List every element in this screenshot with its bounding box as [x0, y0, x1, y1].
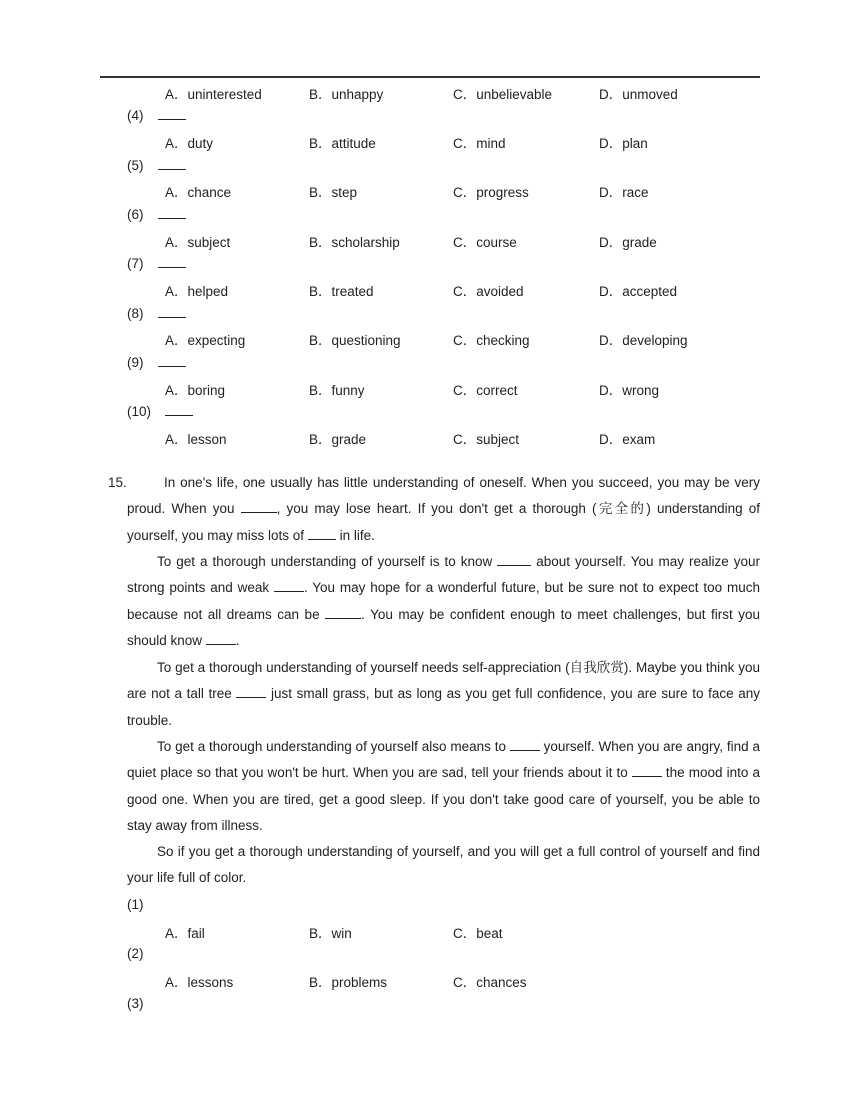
- answer-blank[interactable]: [158, 255, 186, 268]
- option-b[interactable]: B．unhappy: [309, 87, 384, 102]
- option-c[interactable]: C．correct: [453, 383, 518, 398]
- answer-blank[interactable]: [158, 107, 186, 120]
- answer-blank[interactable]: [158, 354, 186, 367]
- option-a[interactable]: A．duty: [165, 136, 214, 151]
- passage-paragraph-5: So if you get a thorough understanding of yourself, and you will get a full control of yourself and find your life full of color.: [127, 844, 760, 886]
- option-a[interactable]: A．helped: [165, 284, 229, 299]
- option-row-5: [0, 181, 860, 199]
- passage-paragraph-2: To get a thorough understanding of yourself is to know about yourself. You may realize your strong points and weak . You may hope for a wonderful future, but be sure not to expect too much because not all dreams can be . You may be confident enough to meet challenges, but first you should know .: [127, 554, 760, 648]
- option-a[interactable]: A．uninterested: [165, 87, 262, 102]
- answer-blank[interactable]: [274, 579, 304, 592]
- option-d[interactable]: D．plan: [599, 136, 648, 151]
- question-number-5: (5): [127, 157, 186, 173]
- option-c[interactable]: C．mind: [453, 136, 506, 151]
- question-15-item-2: (2): [127, 946, 144, 961]
- question-number-6: (6): [127, 206, 186, 222]
- option-d[interactable]: D．exam: [599, 432, 656, 447]
- passage-paragraph-1: In one's life, one usually has little understanding of oneself. When you succeed, you may be very proud. When you , you may lose heart. If you don't get a thorough (完全的) understanding of yourself, you may miss lots of in life.: [127, 475, 760, 543]
- option-b[interactable]: B．funny: [309, 383, 365, 398]
- question-number-9: (9): [127, 354, 186, 370]
- option-b[interactable]: B．problems: [309, 975, 388, 990]
- option-a[interactable]: A．lessons: [165, 975, 234, 990]
- option-row-8: [0, 329, 860, 347]
- question-15-number: 15.: [108, 475, 127, 490]
- answer-blank[interactable]: [236, 685, 266, 698]
- option-a[interactable]: A．subject: [165, 235, 231, 250]
- option-row-7: [0, 280, 860, 298]
- question-15-item-3: (3): [127, 996, 144, 1011]
- option-d[interactable]: D．grade: [599, 235, 657, 250]
- option-b[interactable]: B．questioning: [309, 333, 401, 348]
- answer-blank[interactable]: [510, 738, 540, 751]
- option-a[interactable]: A．chance: [165, 185, 232, 200]
- question-number-8: (8): [127, 305, 186, 321]
- option-row-9: [0, 379, 860, 397]
- option-c[interactable]: C．course: [453, 235, 517, 250]
- question-15-item-1: (1): [127, 897, 144, 912]
- answer-blank[interactable]: [497, 553, 531, 566]
- header-rule: [100, 76, 760, 78]
- option-row-3: [0, 83, 860, 101]
- answer-blank[interactable]: [308, 527, 336, 540]
- answer-blank[interactable]: [158, 305, 186, 318]
- option-b[interactable]: B．win: [309, 926, 352, 941]
- option-b[interactable]: B．scholarship: [309, 235, 400, 250]
- answer-blank[interactable]: [241, 500, 277, 513]
- option-row-6: [0, 231, 860, 249]
- option-row-15-2: [0, 971, 860, 989]
- passage-paragraph-3: To get a thorough understanding of yourself needs self-appreciation (自我欣赏). Maybe you think you are not a tall tree just small grass, but as long as you get full confidence, you are sure to face any trouble.: [127, 660, 760, 728]
- option-b[interactable]: B．treated: [309, 284, 374, 299]
- option-d[interactable]: D．wrong: [599, 383, 660, 398]
- answer-blank[interactable]: [206, 632, 236, 645]
- question-number-7: (7): [127, 255, 186, 271]
- question-number-10: (10): [127, 403, 193, 419]
- option-row-10: [0, 428, 860, 446]
- option-row-15-1: [0, 922, 860, 940]
- option-a[interactable]: A．lesson: [165, 432, 227, 447]
- answer-blank[interactable]: [165, 403, 193, 416]
- option-a[interactable]: A．expecting: [165, 333, 246, 348]
- answer-blank[interactable]: [158, 157, 186, 170]
- option-b[interactable]: B．attitude: [309, 136, 376, 151]
- option-c[interactable]: C．progress: [453, 185, 529, 200]
- option-b[interactable]: B．grade: [309, 432, 367, 447]
- option-c[interactable]: C．avoided: [453, 284, 524, 299]
- question-number-4: (4): [127, 107, 186, 123]
- option-d[interactable]: D．race: [599, 185, 649, 200]
- option-a[interactable]: A．boring: [165, 383, 226, 398]
- answer-blank[interactable]: [325, 606, 361, 619]
- option-row-4: [0, 132, 860, 150]
- option-b[interactable]: B．step: [309, 185, 358, 200]
- option-d[interactable]: D．accepted: [599, 284, 678, 299]
- option-c[interactable]: C．subject: [453, 432, 520, 447]
- option-c[interactable]: C．chances: [453, 975, 527, 990]
- option-d[interactable]: D．developing: [599, 333, 688, 348]
- option-a[interactable]: A．fail: [165, 926, 205, 941]
- option-c[interactable]: C．unbelievable: [453, 87, 553, 102]
- option-c[interactable]: C．checking: [453, 333, 530, 348]
- option-c[interactable]: C．beat: [453, 926, 503, 941]
- answer-blank[interactable]: [158, 206, 186, 219]
- passage-paragraph-4: To get a thorough understanding of yourself also means to yourself. When you are angry, find a quiet place so that you won't be hurt. When you are sad, tell your friends about it to the mood into a good one. When you are tired, get a good sleep. If you don't take good care of yourself, you be able to stay away from illness.: [127, 739, 760, 833]
- option-d[interactable]: D．unmoved: [599, 87, 678, 102]
- answer-blank[interactable]: [632, 764, 662, 777]
